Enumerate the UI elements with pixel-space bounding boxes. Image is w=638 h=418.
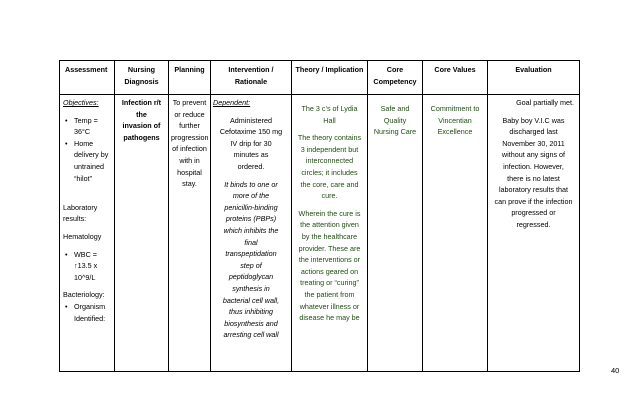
table-row [60, 95, 580, 372]
dependent-label: Dependent: [213, 98, 251, 107]
wbc-item: • WBC = [63, 249, 112, 261]
rationale-line: final [244, 237, 258, 247]
rationale-line: thus inhibiting [229, 307, 273, 317]
evaluation-line: there is no latest [507, 173, 560, 183]
theory-line: whatever illness or [299, 301, 360, 311]
home-delivery-line: “hilot” [74, 173, 92, 183]
theory-line: circles; it includes [301, 167, 358, 177]
evaluation-line: infection. However, [503, 161, 564, 171]
planning-cell [169, 95, 211, 372]
wbc-value: ↑13.5 x [74, 261, 98, 271]
evaluation-line: laboratory results that [498, 185, 569, 195]
values-cell [423, 95, 488, 372]
competency-line: Quality [383, 115, 407, 125]
header-intervention: Intervention / Rationale [211, 61, 292, 95]
rationale-line: transpeptidation [225, 249, 277, 259]
rationale-line: which inhibits the [223, 225, 279, 235]
diagnosis-line: pathogens [123, 132, 160, 142]
header-planning: Planning [169, 61, 211, 95]
values-line: Commitment to [430, 104, 480, 113]
intervention-line: minutes as [233, 150, 269, 160]
intervention-line: ordered. [237, 161, 265, 171]
rationale-line: arresting cell wall [223, 330, 279, 340]
evaluation-cell [488, 95, 580, 372]
planning-line: stay. [182, 179, 197, 189]
organism-item: • Organism [63, 301, 112, 313]
nursing-care-plan-table [59, 60, 580, 372]
results-label: results: [63, 214, 87, 224]
theory-line: by the healthcare [301, 231, 358, 241]
evaluation-line: can prove if the infection [494, 196, 573, 206]
temp-item: • Temp = [63, 115, 112, 127]
diagnosis-line: invasion of [122, 121, 161, 131]
home-delivery-item: • Home [63, 138, 112, 150]
planning-line: further [179, 121, 200, 131]
evaluation-line: Baby boy V.I.C was [502, 115, 565, 125]
diagnosis-line: Infection r/t [121, 98, 162, 107]
theory-line: cure. [321, 191, 338, 201]
organism-line: Identified: [74, 313, 106, 323]
theory-line: the attention given [300, 220, 359, 230]
rationale-line: biosynthesis and [224, 318, 278, 328]
theory-line: treating or “curing” [300, 278, 359, 288]
table-header-row [60, 61, 580, 95]
rationale-line: synthesis in [232, 283, 270, 293]
competency-line: Nursing Care [373, 127, 417, 137]
theory-line: the interventions or [298, 255, 361, 265]
planning-line: of infection [172, 144, 207, 154]
rationale-line: bacterial cell wall, [222, 295, 280, 305]
competency-cell [368, 95, 423, 372]
theory-cell [292, 95, 368, 372]
intervention-line: Cefotaxime 150 mg [219, 127, 283, 137]
header-evaluation: Evaluation [488, 61, 580, 95]
laboratory-label: Laboratory [63, 202, 98, 212]
planning-line: or reduce [174, 109, 205, 119]
diagnosis-line: the [136, 109, 147, 119]
home-delivery-line: untrained [74, 161, 104, 171]
rationale-line: proteins (PBPs) [225, 214, 277, 224]
evaluation-line: progressed or [511, 208, 556, 218]
evaluation-line: without any signs of [501, 150, 566, 160]
theory-line: interconnected [305, 156, 354, 166]
assessment-cell [60, 95, 115, 372]
theory-line: Wherein the cure is [298, 208, 361, 218]
intervention-line: IV drip for 30 [230, 138, 272, 148]
intervention-cell [211, 95, 292, 372]
competency-line: Safe and [380, 104, 410, 113]
diagnosis-cell [115, 95, 169, 372]
theory-line: actions geared on [300, 266, 359, 276]
evaluation-line: November 30, 2011 [502, 138, 565, 148]
header-theory: Theory / Implication [292, 61, 368, 95]
theory-line: The theory contains [297, 133, 362, 143]
theory-title-line: Hall [323, 115, 336, 125]
temp-value: 36°C [74, 127, 91, 137]
bacteriology-label: Bacteriology: [63, 290, 105, 300]
planning-line: with in [179, 155, 200, 165]
theory-line: the core, care and [300, 179, 359, 189]
rationale-line: peptidoglycan [228, 272, 274, 282]
home-delivery-line: delivery by [74, 150, 109, 160]
goal-status: Goal partially met. [516, 98, 574, 107]
rationale-line: penicillin-binding [224, 202, 278, 212]
planning-line: hospital [177, 167, 202, 177]
intervention-line: Administered [230, 115, 272, 125]
values-line: Excellence [437, 127, 473, 137]
rationale-line: It binds to one or [224, 179, 278, 189]
evaluation-line: discharged last [509, 127, 558, 137]
planning-line: To prevent [172, 98, 207, 107]
header-core-competency: Core Competency [368, 61, 423, 95]
theory-title-line: The 3 c’s of Lydia [301, 104, 358, 113]
theory-line: disease he may be [299, 313, 360, 323]
header-nursing-diagnosis: Nursing Diagnosis [115, 61, 169, 95]
rationale-line: more of the [232, 191, 270, 201]
header-core-values: Core Values [423, 61, 488, 95]
theory-line: provider. These are [298, 243, 361, 253]
theory-line: the patient from [304, 289, 355, 299]
objectives-label: Objectives: [63, 98, 99, 107]
theory-line: 3 independent but [300, 144, 359, 154]
page-number: 40 [611, 366, 620, 375]
rationale-line: step of [240, 260, 262, 270]
header-assessment: Assessment [60, 61, 115, 95]
hematology-label: Hematology [63, 231, 102, 241]
values-line: Vincentian [438, 115, 472, 125]
planning-line: progression [171, 132, 209, 142]
wbc-unit: 10^9/L [74, 272, 96, 282]
evaluation-line: regressed. [516, 219, 551, 229]
